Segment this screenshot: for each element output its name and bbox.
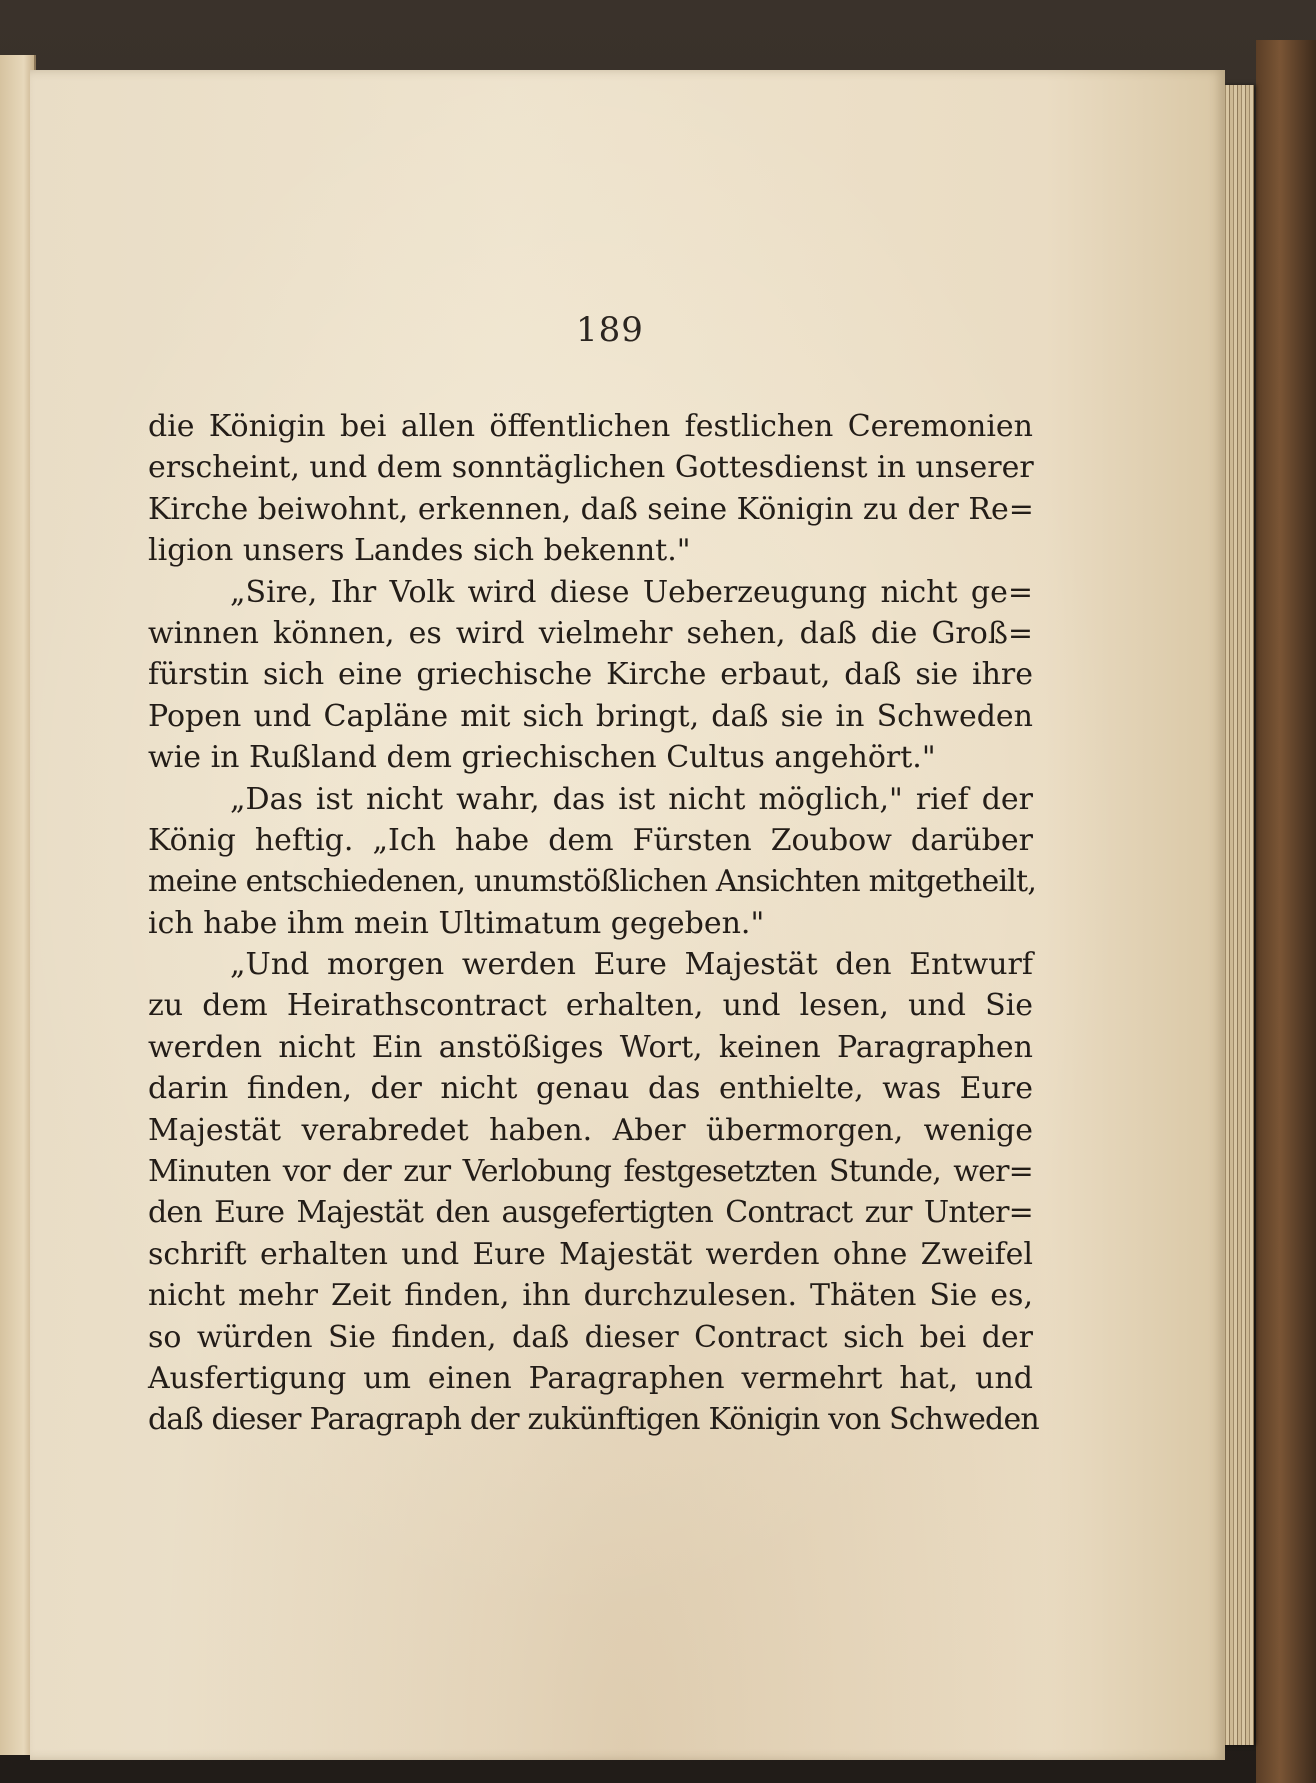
text-line: Kirche beiwohnt, erkennen, daß seine Königin zu der Re= — [148, 491, 1034, 527]
text-line: ligion unsers Landes sich bekennt." — [148, 533, 691, 569]
text-line: meine entschiedenen, unumstößlichen Ansichten mitgetheilt, — [148, 864, 1037, 900]
text-line: erscheint, und dem sonntäglichen Gottesdienst in unserer — [148, 450, 1034, 486]
text-line: so würden Sie finden, daß dieser Contract sich bei der — [148, 1319, 1033, 1355]
text-line: Ausfertigung um einen Paragraphen vermehrt hat, und — [148, 1360, 1033, 1396]
text-line: Popen und Capläne mit sich bringt, daß sie in Schweden — [148, 698, 1033, 734]
page-text — [148, 406, 1039, 1441]
text-line: „Und morgen werden Eure Majestät den Entwurf — [230, 947, 1033, 983]
text-line: nicht mehr Zeit finden, ihn durchzulesen. Thäten Sie es, — [148, 1278, 1033, 1314]
text-line: fürstin sich eine griechische Kirche erbaut, daß sie ihre — [148, 657, 1033, 693]
text-line: den Eure Majestät den ausgefertigten Contract zur Unter= — [148, 1195, 1033, 1231]
text-line: zu dem Heirathscontract erhalten, und lesen, und Sie — [148, 988, 1033, 1024]
text-line: Minuten vor der zur Verlobung festgesetzten Stunde, wer= — [148, 1154, 1033, 1190]
page-stack-edges — [1222, 85, 1254, 1745]
text-line: darin finden, der nicht genau das enthielte, was Eure — [148, 1071, 1033, 1107]
text-line: die Königin bei allen öffentlichen festlichen Ceremonien — [148, 409, 1033, 444]
text-line: „Das ist nicht wahr, das ist nicht möglich," rief der — [230, 781, 1033, 817]
text-line: daß dieser Paragraph der zukünftigen Königin von Schweden — [148, 1402, 1039, 1438]
text-line: Majestät verabredet haben. Aber übermorgen, wenige — [148, 1112, 1033, 1148]
text-line: schrift erhalten und Eure Majestät werden ohne Zweifel — [148, 1236, 1033, 1272]
text-line: winnen können, es wird vielmehr sehen, daß die Groß= — [148, 615, 1033, 651]
book-page — [30, 70, 1225, 1760]
book-cover-edge — [1256, 40, 1316, 1783]
page-number: 189 — [576, 310, 644, 350]
text-line: König heftig. „Ich habe dem Fürsten Zoubow darüber — [148, 822, 1033, 858]
text-line: ich habe ihm mein Ultimatum gegeben." — [148, 905, 765, 941]
text-line: werden nicht Ein anstößiges Wort, keinen Paragraphen — [148, 1029, 1033, 1065]
text-line: wie in Rußland dem griechischen Cultus angehört." — [148, 740, 936, 776]
text-line: „Sire, Ihr Volk wird diese Ueberzeugung nicht ge= — [230, 574, 1033, 610]
